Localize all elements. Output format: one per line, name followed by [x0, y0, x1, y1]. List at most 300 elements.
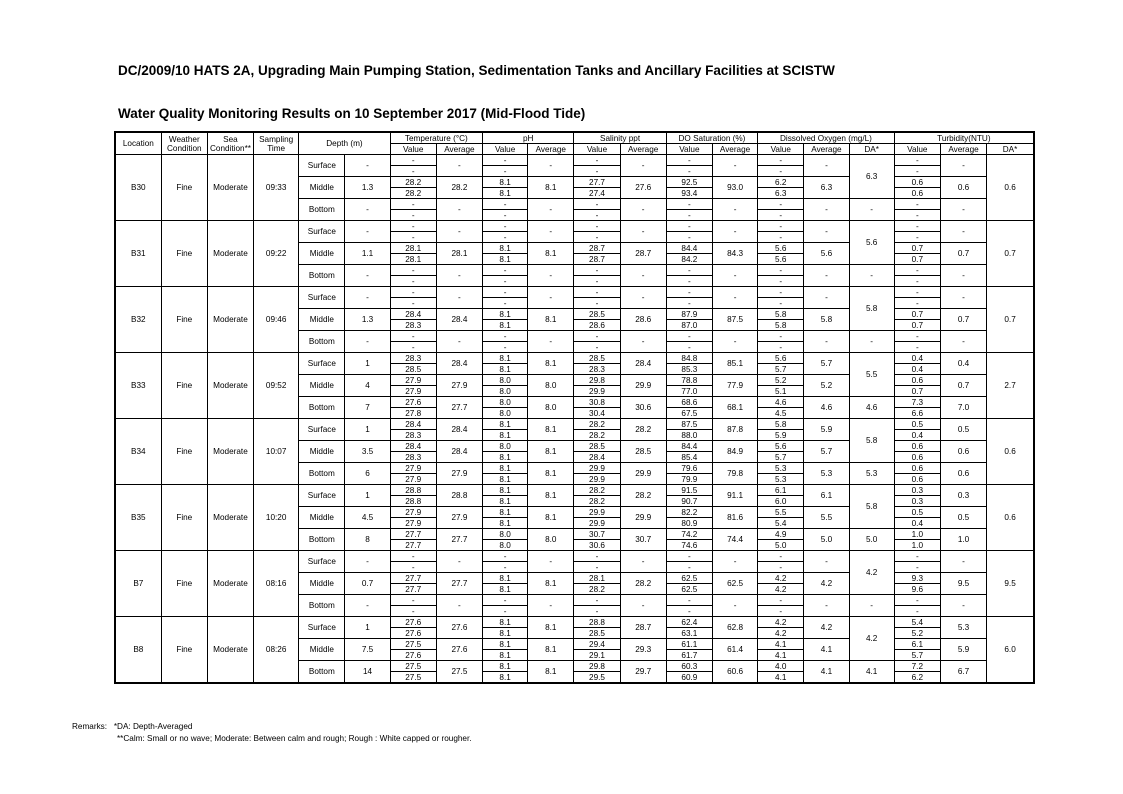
average-cell: 79.8: [712, 463, 757, 485]
average-cell: -: [436, 331, 482, 353]
layer-depth: 1: [345, 617, 390, 639]
sampling-time: 09:52: [254, 353, 299, 419]
table-row: [115, 353, 1034, 364]
value-cell: 84.4: [666, 243, 712, 254]
value-cell: -: [390, 210, 436, 221]
value-cell: -: [483, 287, 528, 298]
average-cell: 8.0: [528, 397, 574, 419]
layer-depth: 3.5: [345, 441, 390, 463]
value-cell: -: [894, 298, 940, 309]
value-cell: 78.8: [666, 375, 712, 386]
layer-name: Middle: [299, 243, 345, 265]
average-cell: 5.6: [804, 243, 849, 265]
value-cell: -: [483, 606, 528, 617]
value-cell: -: [390, 595, 436, 606]
value-cell: 27.9: [390, 507, 436, 518]
value-cell: 30.4: [574, 408, 620, 419]
turbidity-depth-averaged: 6.0: [987, 617, 1034, 684]
average-cell: 0.3: [940, 485, 986, 507]
average-cell: -: [528, 287, 574, 309]
table-row: [115, 551, 1034, 562]
average-cell: 27.6: [436, 617, 482, 639]
station-location: B32: [115, 287, 161, 353]
average-cell: -: [804, 155, 849, 177]
remarks-label: Remarks:: [72, 722, 108, 731]
average-cell: 28.2: [436, 177, 482, 199]
average-cell: 27.9: [436, 507, 482, 529]
value-cell: 28.3: [390, 452, 436, 463]
average-cell: 27.7: [436, 573, 482, 595]
average-cell: 0.6: [940, 177, 986, 199]
value-cell: 8.1: [483, 474, 528, 485]
value-cell: -: [758, 287, 804, 298]
do-bottom-da: 4.6: [849, 397, 894, 419]
layer-name: Bottom: [299, 661, 345, 684]
value-cell: -: [666, 166, 712, 177]
average-cell: -: [804, 331, 849, 353]
average-cell: 0.7: [940, 243, 986, 265]
average-cell: 87.8: [712, 419, 757, 441]
average-cell: -: [528, 199, 574, 221]
value-cell: -: [574, 342, 620, 353]
average-cell: 61.4: [712, 639, 757, 661]
average-cell: 62.5: [712, 573, 757, 595]
turbidity-depth-averaged: 0.6: [987, 419, 1034, 485]
value-cell: -: [758, 166, 804, 177]
value-cell: -: [390, 276, 436, 287]
average-cell: 8.1: [528, 243, 574, 265]
value-cell: 27.7: [574, 177, 620, 188]
value-cell: -: [390, 551, 436, 562]
value-cell: 84.8: [666, 353, 712, 364]
value-cell: 0.6: [894, 452, 940, 463]
value-cell: -: [666, 595, 712, 606]
layer-depth: -: [345, 551, 390, 573]
layer-name: Middle: [299, 375, 345, 397]
layer-depth: 7: [345, 397, 390, 419]
average-cell: 1.0: [940, 529, 986, 551]
average-cell: -: [804, 265, 849, 287]
value-cell: 5.6: [758, 353, 804, 364]
average-cell: -: [620, 331, 666, 353]
average-cell: 28.4: [620, 353, 666, 375]
value-cell: -: [666, 562, 712, 573]
value-cell: 27.9: [390, 474, 436, 485]
do-bottom-da: 5.0: [849, 529, 894, 551]
layer-depth: -: [345, 221, 390, 243]
value-cell: -: [666, 342, 712, 353]
document-title: DC/2009/10 HATS 2A, Upgrading Main Pumping Station, Sedimentation Tanks and Ancillary Facilities at SCISTW: [118, 63, 835, 78]
value-cell: 8.0: [483, 375, 528, 386]
value-cell: 90.7: [666, 496, 712, 507]
layer-depth: 0.7: [345, 573, 390, 595]
average-cell: -: [940, 199, 986, 221]
value-cell: -: [390, 606, 436, 617]
average-cell: 8.1: [528, 441, 574, 463]
subheader-value: Value: [574, 144, 620, 155]
average-cell: 8.1: [528, 507, 574, 529]
value-cell: 5.8: [758, 320, 804, 331]
value-cell: 8.1: [483, 320, 528, 331]
value-cell: -: [894, 331, 940, 342]
average-cell: 28.5: [620, 441, 666, 463]
average-cell: 0.6: [940, 441, 986, 463]
value-cell: 1.0: [894, 529, 940, 540]
value-cell: 87.0: [666, 320, 712, 331]
value-cell: 0.5: [894, 507, 940, 518]
value-cell: 0.3: [894, 485, 940, 496]
average-cell: 28.2: [620, 419, 666, 441]
average-cell: -: [940, 331, 986, 353]
value-cell: 9.6: [894, 584, 940, 595]
value-cell: -: [666, 155, 712, 166]
subheader-da: DA*: [849, 144, 894, 155]
average-cell: 9.5: [940, 573, 986, 595]
average-cell: 4.6: [804, 397, 849, 419]
value-cell: 5.0: [758, 540, 804, 551]
value-cell: 28.2: [390, 188, 436, 199]
value-cell: 0.7: [894, 386, 940, 397]
value-cell: 28.3: [390, 353, 436, 364]
header-dissolved-oxygen: Dissolved Oxygen (mg/L): [758, 132, 895, 144]
value-cell: 5.7: [758, 452, 804, 463]
value-cell: -: [894, 276, 940, 287]
value-cell: 8.1: [483, 353, 528, 364]
value-cell: -: [894, 265, 940, 276]
average-cell: 27.7: [436, 529, 482, 551]
value-cell: 8.1: [483, 650, 528, 661]
value-cell: 87.9: [666, 309, 712, 320]
value-cell: -: [574, 232, 620, 243]
layer-name: Middle: [299, 177, 345, 199]
average-cell: 4.2: [804, 573, 849, 595]
average-cell: -: [620, 551, 666, 573]
header-sampling: Sampling Time: [254, 132, 299, 155]
average-cell: -: [436, 199, 482, 221]
do-bottom-da: -: [849, 331, 894, 353]
average-cell: -: [436, 551, 482, 573]
layer-depth: -: [345, 155, 390, 177]
do-depth-averaged: 5.8: [849, 485, 894, 529]
value-cell: 5.7: [894, 650, 940, 661]
value-cell: 4.1: [758, 650, 804, 661]
value-cell: 28.2: [574, 430, 620, 441]
average-cell: -: [436, 287, 482, 309]
value-cell: 29.8: [574, 375, 620, 386]
value-cell: 4.1: [758, 639, 804, 650]
value-cell: 27.7: [390, 573, 436, 584]
value-cell: 5.9: [758, 430, 804, 441]
value-cell: 28.1: [574, 573, 620, 584]
value-cell: 28.2: [390, 177, 436, 188]
average-cell: 8.1: [528, 353, 574, 375]
sea-condition: Moderate: [207, 353, 253, 419]
average-cell: -: [712, 551, 757, 573]
header-weather: Weather Condition: [161, 132, 207, 155]
value-cell: -: [666, 551, 712, 562]
value-cell: 5.3: [758, 463, 804, 474]
average-cell: 0.4: [940, 353, 986, 375]
subheader-average: Average: [620, 144, 666, 155]
value-cell: 84.2: [666, 254, 712, 265]
average-cell: 84.9: [712, 441, 757, 463]
average-cell: 85.1: [712, 353, 757, 375]
layer-depth: -: [345, 265, 390, 287]
layer-depth: 1: [345, 419, 390, 441]
value-cell: 5.5: [758, 507, 804, 518]
average-cell: -: [940, 595, 986, 617]
average-cell: 30.6: [620, 397, 666, 419]
value-cell: 85.4: [666, 452, 712, 463]
layer-name: Bottom: [299, 331, 345, 353]
station-location: B8: [115, 617, 161, 684]
value-cell: 8.0: [483, 540, 528, 551]
table-row: [115, 221, 1034, 232]
value-cell: -: [483, 331, 528, 342]
value-cell: 5.6: [758, 243, 804, 254]
layer-depth: 4.5: [345, 507, 390, 529]
layer-name: Surface: [299, 485, 345, 507]
value-cell: -: [390, 287, 436, 298]
sea-condition: Moderate: [207, 551, 253, 617]
value-cell: 28.4: [390, 419, 436, 430]
average-cell: 68.1: [712, 397, 757, 419]
average-cell: -: [620, 265, 666, 287]
value-cell: 8.1: [483, 452, 528, 463]
value-cell: -: [574, 210, 620, 221]
value-cell: 27.6: [390, 397, 436, 408]
average-cell: 29.7: [620, 661, 666, 684]
value-cell: 28.2: [574, 485, 620, 496]
average-cell: 91.1: [712, 485, 757, 507]
do-depth-averaged: 5.8: [849, 419, 894, 463]
subheader-average: Average: [940, 144, 986, 155]
value-cell: 4.2: [758, 584, 804, 595]
average-cell: -: [620, 287, 666, 309]
do-depth-averaged: 5.6: [849, 221, 894, 265]
value-cell: 27.5: [390, 639, 436, 650]
value-cell: -: [390, 166, 436, 177]
average-cell: 4.2: [804, 617, 849, 639]
value-cell: -: [758, 232, 804, 243]
value-cell: 27.6: [390, 617, 436, 628]
header-sea: Sea Condition**: [207, 132, 253, 155]
layer-depth: 4: [345, 375, 390, 397]
average-cell: 8.1: [528, 177, 574, 199]
value-cell: 8.1: [483, 661, 528, 672]
average-cell: 0.7: [940, 375, 986, 397]
header-turbidity: Turbidity(NTU): [894, 132, 1034, 144]
average-cell: 28.1: [436, 243, 482, 265]
value-cell: 28.5: [574, 309, 620, 320]
average-cell: 5.3: [940, 617, 986, 639]
value-cell: 28.6: [574, 320, 620, 331]
average-cell: -: [804, 221, 849, 243]
value-cell: 8.0: [483, 386, 528, 397]
value-cell: 5.4: [758, 518, 804, 529]
value-cell: 28.4: [390, 441, 436, 452]
value-cell: 8.0: [483, 441, 528, 452]
sea-condition: Moderate: [207, 221, 253, 287]
value-cell: -: [574, 199, 620, 210]
value-cell: 68.6: [666, 397, 712, 408]
do-bottom-da: 5.3: [849, 463, 894, 485]
average-cell: -: [528, 331, 574, 353]
value-cell: 4.5: [758, 408, 804, 419]
value-cell: 8.1: [483, 507, 528, 518]
value-cell: 4.0: [758, 661, 804, 672]
value-cell: 29.9: [574, 518, 620, 529]
value-cell: 0.7: [894, 243, 940, 254]
average-cell: -: [940, 155, 986, 177]
value-cell: 30.8: [574, 397, 620, 408]
value-cell: -: [483, 221, 528, 232]
value-cell: -: [483, 166, 528, 177]
average-cell: 0.5: [940, 507, 986, 529]
average-cell: -: [804, 287, 849, 309]
sampling-time: 08:16: [254, 551, 299, 617]
average-cell: 84.3: [712, 243, 757, 265]
subheader-average: Average: [712, 144, 757, 155]
value-cell: 0.5: [894, 419, 940, 430]
average-cell: 29.9: [620, 463, 666, 485]
value-cell: -: [390, 232, 436, 243]
layer-depth: -: [345, 595, 390, 617]
value-cell: 28.2: [574, 584, 620, 595]
average-cell: -: [804, 595, 849, 617]
turbidity-depth-averaged: 9.5: [987, 551, 1034, 617]
value-cell: 82.2: [666, 507, 712, 518]
average-cell: -: [528, 265, 574, 287]
subheader-da: DA*: [987, 144, 1034, 155]
value-cell: 0.6: [894, 474, 940, 485]
value-cell: 8.1: [483, 584, 528, 595]
value-cell: 28.8: [390, 496, 436, 507]
do-depth-averaged: 5.5: [849, 353, 894, 397]
average-cell: -: [436, 265, 482, 287]
average-cell: 28.8: [436, 485, 482, 507]
layer-depth: 1: [345, 485, 390, 507]
sea-condition: Moderate: [207, 419, 253, 485]
value-cell: 84.4: [666, 441, 712, 452]
value-cell: -: [574, 595, 620, 606]
average-cell: -: [528, 595, 574, 617]
value-cell: 8.1: [483, 485, 528, 496]
average-cell: -: [620, 199, 666, 221]
value-cell: -: [758, 331, 804, 342]
sea-condition: Moderate: [207, 155, 253, 221]
value-cell: 0.7: [894, 309, 940, 320]
value-cell: 0.7: [894, 320, 940, 331]
average-cell: 4.1: [804, 639, 849, 661]
value-cell: 27.7: [390, 584, 436, 595]
sampling-time: 09:22: [254, 221, 299, 287]
value-cell: 5.1: [758, 386, 804, 397]
average-cell: -: [620, 221, 666, 243]
value-cell: -: [390, 298, 436, 309]
value-cell: 5.8: [758, 419, 804, 430]
average-cell: 8.1: [528, 573, 574, 595]
layer-name: Bottom: [299, 463, 345, 485]
layer-name: Bottom: [299, 199, 345, 221]
value-cell: 28.8: [390, 485, 436, 496]
value-cell: 28.3: [390, 320, 436, 331]
average-cell: -: [620, 155, 666, 177]
layer-name: Surface: [299, 221, 345, 243]
average-cell: -: [712, 221, 757, 243]
value-cell: -: [390, 199, 436, 210]
value-cell: 28.5: [390, 364, 436, 375]
value-cell: -: [483, 265, 528, 276]
average-cell: 8.1: [528, 463, 574, 485]
average-cell: -: [712, 155, 757, 177]
average-cell: 8.0: [528, 375, 574, 397]
average-cell: -: [436, 221, 482, 243]
average-cell: 6.1: [804, 485, 849, 507]
value-cell: -: [574, 155, 620, 166]
value-cell: 61.7: [666, 650, 712, 661]
average-cell: 62.8: [712, 617, 757, 639]
value-cell: 5.2: [894, 628, 940, 639]
value-cell: 8.1: [483, 188, 528, 199]
value-cell: -: [483, 155, 528, 166]
average-cell: 28.4: [436, 419, 482, 441]
table-row: [115, 617, 1034, 628]
value-cell: -: [574, 287, 620, 298]
value-cell: 28.5: [574, 441, 620, 452]
value-cell: 67.5: [666, 408, 712, 419]
sampling-time: 08:26: [254, 617, 299, 684]
value-cell: 28.3: [390, 430, 436, 441]
layer-name: Bottom: [299, 595, 345, 617]
station-location: B33: [115, 353, 161, 419]
average-cell: -: [804, 199, 849, 221]
layer-name: Surface: [299, 419, 345, 441]
value-cell: 74.2: [666, 529, 712, 540]
subheader-average: Average: [804, 144, 849, 155]
value-cell: 29.5: [574, 672, 620, 684]
turbidity-depth-averaged: 0.6: [987, 485, 1034, 551]
average-cell: 28.2: [620, 485, 666, 507]
value-cell: -: [758, 342, 804, 353]
value-cell: 8.1: [483, 628, 528, 639]
value-cell: 29.1: [574, 650, 620, 661]
value-cell: -: [666, 210, 712, 221]
value-cell: 62.4: [666, 617, 712, 628]
layer-name: Bottom: [299, 265, 345, 287]
average-cell: 81.6: [712, 507, 757, 529]
value-cell: 4.2: [758, 573, 804, 584]
value-cell: 28.2: [574, 496, 620, 507]
value-cell: 5.6: [758, 441, 804, 452]
header-depth: Depth (m): [299, 132, 390, 155]
layer-name: Surface: [299, 287, 345, 309]
value-cell: -: [666, 331, 712, 342]
average-cell: 28.4: [436, 441, 482, 463]
table-row: [115, 155, 1034, 166]
average-cell: 30.7: [620, 529, 666, 551]
value-cell: -: [894, 562, 940, 573]
value-cell: -: [666, 606, 712, 617]
value-cell: 0.6: [894, 177, 940, 188]
average-cell: 7.0: [940, 397, 986, 419]
sea-condition: Moderate: [207, 287, 253, 353]
value-cell: -: [894, 595, 940, 606]
value-cell: -: [666, 298, 712, 309]
header-temperature: Temperature (°C): [390, 132, 482, 144]
value-cell: 28.5: [574, 353, 620, 364]
value-cell: -: [483, 199, 528, 210]
